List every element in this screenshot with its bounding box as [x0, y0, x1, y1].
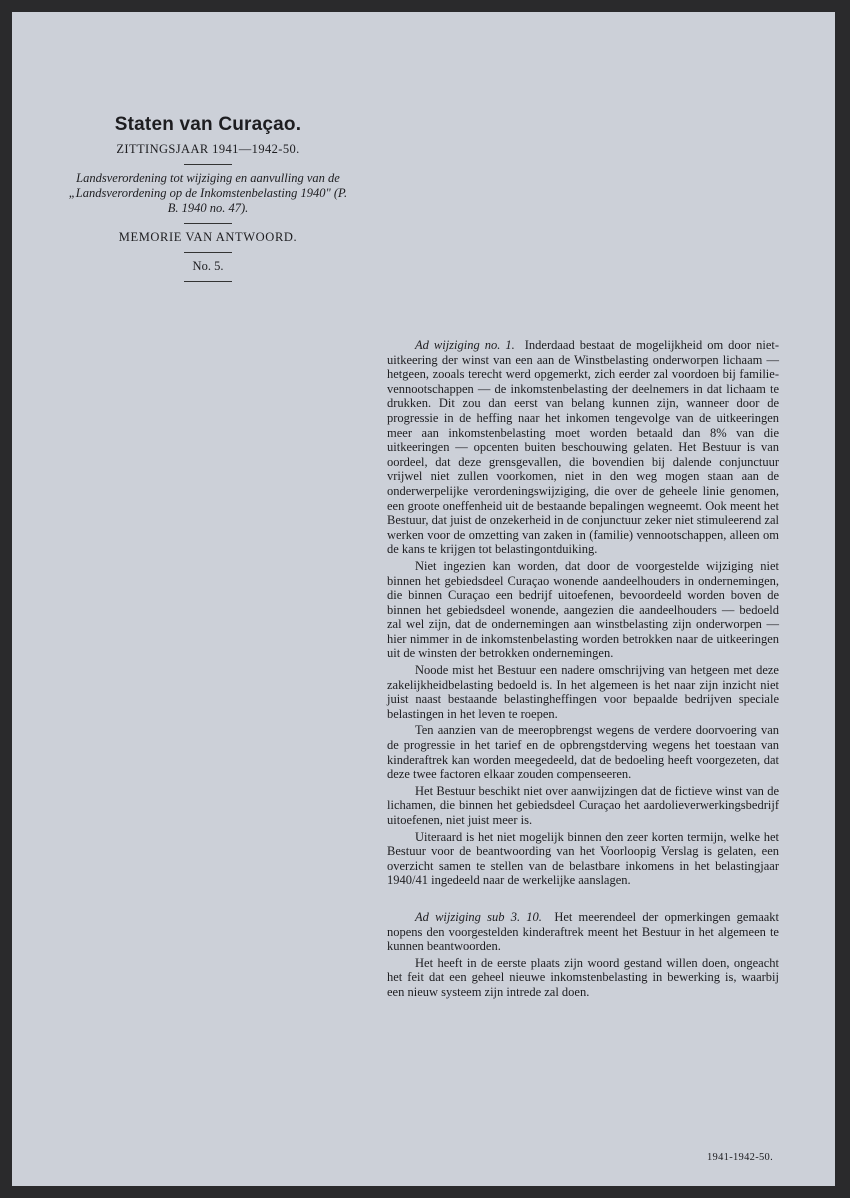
subject-text: Landsverordening tot wijziging en aanvulling van de „Landsverordening op de Inkomstenbelasting 1940" (P. B. 1940 no. 47). [68, 171, 348, 215]
document-header [66, 114, 350, 288]
paragraph [387, 910, 779, 954]
paragraph-text: Ten aanzien van de meeropbrengst wegens de verdere doorvoering van de progressie in het tarief en de opbrengstderving wegens het toestaan van kinderaftrek kan worden meegedeeld, dat de bedoeling heeft voorgezeten, dat deze twee factoren elkaar zouden compenseeren. [387, 723, 779, 782]
divider [184, 252, 232, 253]
paragraph [387, 338, 779, 557]
document-number: No. 5. [192, 259, 224, 273]
document-title: Staten van Curaçao. [114, 114, 302, 135]
paragraph-lead: Ad wijziging no. 1. [415, 338, 515, 352]
divider [184, 223, 232, 224]
paragraph-lead: Ad wijziging sub 3. 10. [415, 909, 542, 924]
paragraph [387, 784, 779, 828]
paragraph-text: Inderdaad bestaat de mogelijkheid om door niet-uitkeering der winst van een aan de Winstbelasting onderworpen lichaam — hetgeen, zooals terecht werd opgemerkt, zich eerder zal voordoen bij familie-vennootschappen — de inkomstenbelasting der deelnemers in dat lichaam te drukken. Dit zou dan eerst van belang kunnen zijn, wanneer door de progressie in de heffing naar het inkomen tengevolge van de uitkeeringen meer aan inkomstenbelasting moet worden betaald dan 8% van die uitkeeringen — opcenten buiten beschouwing gelaten. Het Bestuur is van oordeel, dat deze grensgevallen, die bovendien bij dalende conjunctuur vrijwel niet zullen voorkomen, niet in den weg mogen staan aan de onderwerpelijke verordeningswijziging, die over de geheele linie genomen, een groote oneffenheid uit de bestaande bepalingen wegneemt. Ook meent het Bestuur, dat juist de onzekerheid in de conjunctuur zeker niet stimuleerend zal werken voor de omzetting van zaken in (familie) vennootschappen, alleen om de kans te krijgen tot belastingontduiking. [387, 338, 780, 557]
paragraph [387, 830, 779, 888]
paragraph-text: Uiteraard is het niet mogelijk binnen den zeer korten termijn, welke het Bestuur voor de beantwoording van het Voorloopig Verslag is gelaten, een overzicht samen te stellen van de belastbare inkomens in het belastingjaar 1940/41 ingedeeld naar de werkelijke aanslagen. [387, 829, 779, 888]
paragraph [387, 559, 779, 661]
paragraph-text: Niet ingezien kan worden, dat door de voorgestelde wijziging niet binnen het gebiedsdeel Curaçao wonende aandeelhouders in ondernemingen, die binnen Curaçao een bedrijf uitoefenen, bevoordeeld worden boven de binnen het gebiedsdeel wonende, aangezien die aandeelhouders — bedoeld zal wel zijn, dat de ondernemingen aan winstbelasting zijn onderworpen — hier nimmer in de inkomstenbelasting worden betrokken naar de uitkeeringen uit de winsten der betrokken ondernemingen. [387, 558, 779, 661]
document-type: MEMORIE VAN ANTWOORD. [118, 230, 298, 244]
footer-reference: 1941-1942-50. [707, 1152, 774, 1163]
paragraph [387, 723, 779, 781]
divider [184, 281, 232, 282]
body-text [387, 338, 779, 1002]
document-page [12, 12, 835, 1186]
paragraph [387, 956, 779, 1000]
session-line: ZITTINGSJAAR 1941—1942-50. [116, 142, 300, 156]
paragraph-text: Het Bestuur beschikt niet over aanwijzingen dat de fictieve winst van de lichamen, die binnen het gebiedsdeel Curaçao het aardolieverwerkingsbedrijf uitoefenen, niet juist meer is. [387, 783, 779, 827]
paragraph-text: Het meerendeel der opmerkingen gemaakt nopens den voorgestelden kinderaftrek meent het Bestuur in het algemeen te kunnen beantwoorden. [387, 909, 780, 954]
paragraph-text: Het heeft in de eerste plaats zijn woord gestand willen doen, ongeacht het feit dat een geheel nieuwe inkomstenbelasting in bewerking is, waarbij een nieuw systeem zijn intrede zal doen. [387, 955, 779, 999]
paragraph [387, 663, 779, 721]
divider [184, 164, 232, 165]
paragraph-text: Noode mist het Bestuur een nadere omschrijving van hetgeen met deze zakelijkheidbelasting bedoeld is. In het algemeen is het naar zijn inzicht niet juist naast bestaande belastingheffingen voor bepaalde bedrijven speciale belastingen in het leven te roepen. [387, 663, 779, 721]
